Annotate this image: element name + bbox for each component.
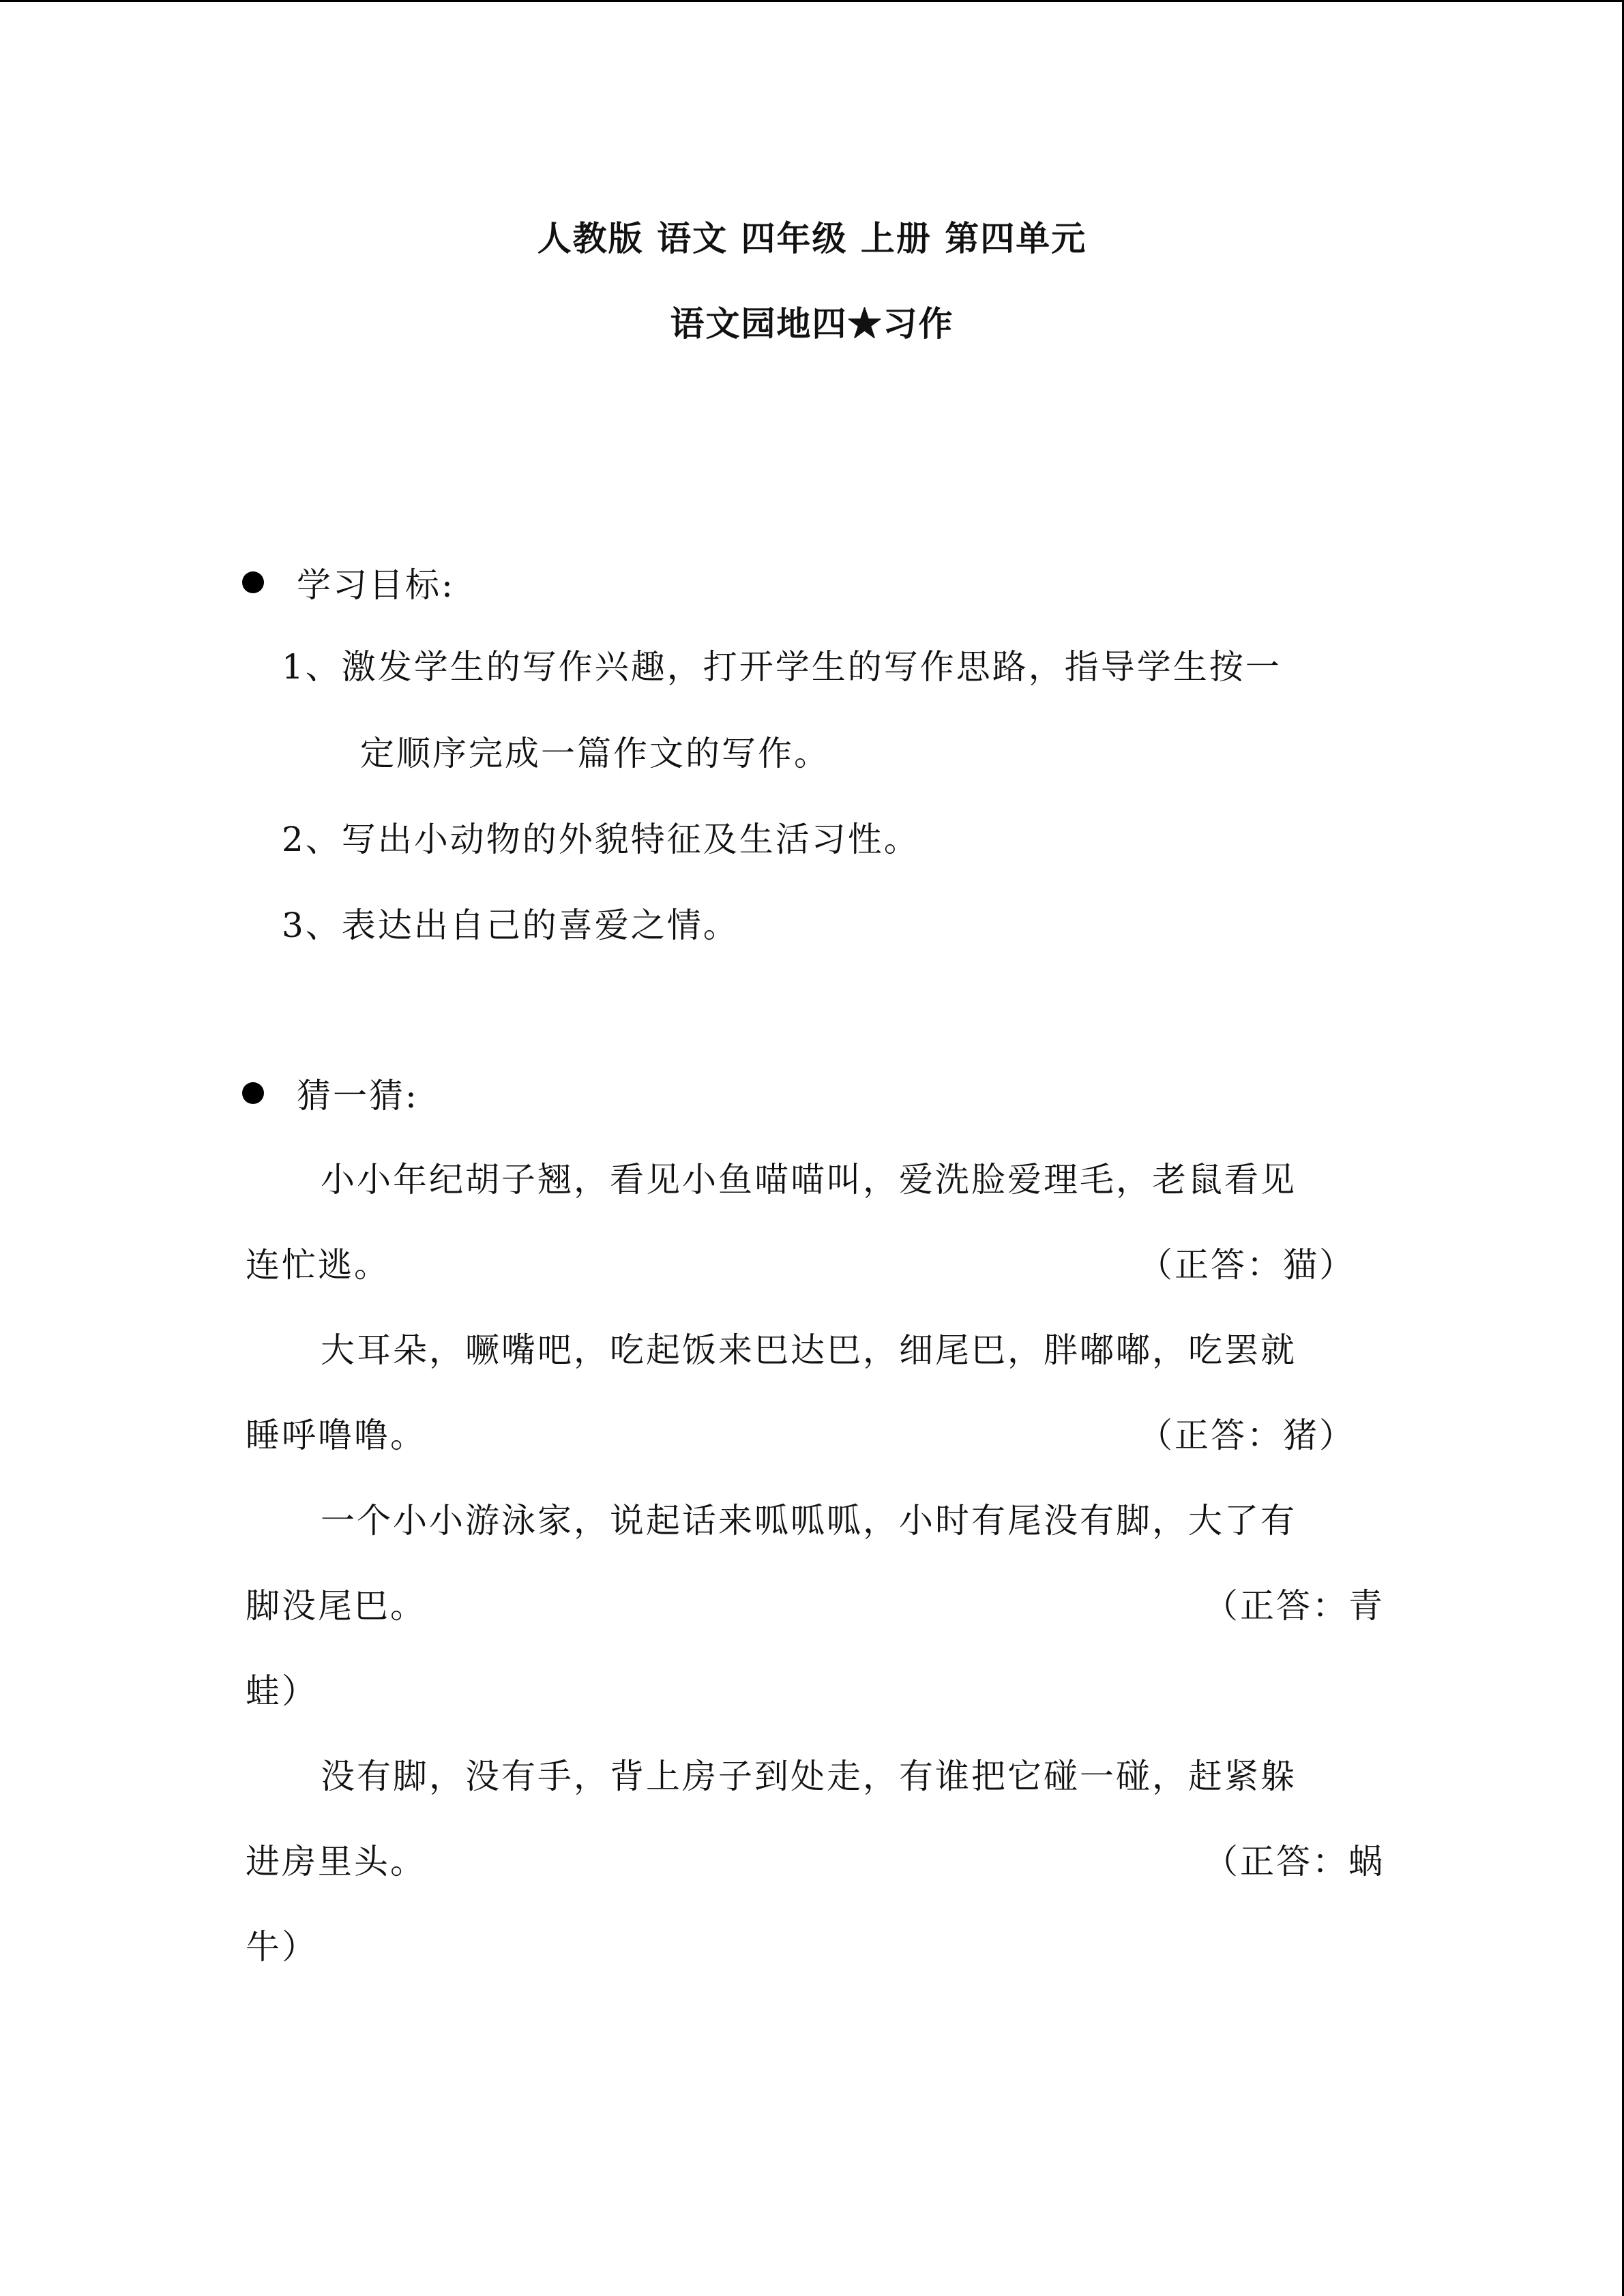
goal-item-2: 2、写出小动物的外貌特征及生活习性。: [282, 820, 920, 859]
riddle-1-answer: （正答：猫）: [1138, 1245, 1355, 1285]
riddle-2-line-2: 睡呼噜噜。: [246, 1416, 426, 1455]
riddle-2-line-1: 大耳朵，噘嘴吧，吃起饭来巴达巴，细尾巴，胖嘟嘟，吃罢就: [321, 1330, 1297, 1370]
bullet-icon: [242, 571, 264, 593]
riddle-4-line-2: 进房里头。: [246, 1842, 426, 1881]
riddle-1-line-2: 连忙逃。: [246, 1245, 390, 1285]
riddle-1-line-1: 小小年纪胡子翘，看见小鱼喵喵叫，爱洗脸爱理毛，老鼠看见: [321, 1160, 1297, 1199]
riddle-4-answer: （正答：蜗: [1204, 1842, 1385, 1881]
document-title: 人教版 语文 四年级 上册 第四单元: [537, 218, 1087, 258]
riddles-heading: [242, 1066, 419, 1120]
learning-goals-heading: [242, 555, 455, 610]
section-label: 学习目标:: [297, 565, 455, 605]
riddle-2-answer: （正答：猪）: [1138, 1416, 1355, 1455]
riddle-3-line-1: 一个小小游泳家，说起话来呱呱呱，小时有尾没有脚，大了有: [321, 1501, 1297, 1540]
goal-item-1-line-2: 定顺序完成一篇作文的写作。: [360, 734, 830, 773]
riddle-3-answer: （正答：青: [1204, 1586, 1385, 1626]
document-subtitle: 语文园地四★习作: [670, 303, 954, 344]
section-label: 猜一猜:: [297, 1076, 419, 1116]
riddle-3-line-3: 蛙）: [246, 1671, 318, 1711]
bullet-icon: [242, 1082, 264, 1104]
goal-item-3: 3、表达出自己的喜爱之情。: [282, 906, 739, 945]
riddle-4-line-3: 牛）: [246, 1927, 318, 1967]
goal-item-1-line-1: 1、激发学生的写作兴趣，打开学生的写作思路，指导学生按一: [282, 647, 1282, 687]
riddle-4-line-1: 没有脚，没有手，背上房子到处走，有谁把它碰一碰，赶紧躲: [321, 1757, 1297, 1796]
riddle-3-line-2: 脚没尾巴。: [246, 1586, 426, 1626]
